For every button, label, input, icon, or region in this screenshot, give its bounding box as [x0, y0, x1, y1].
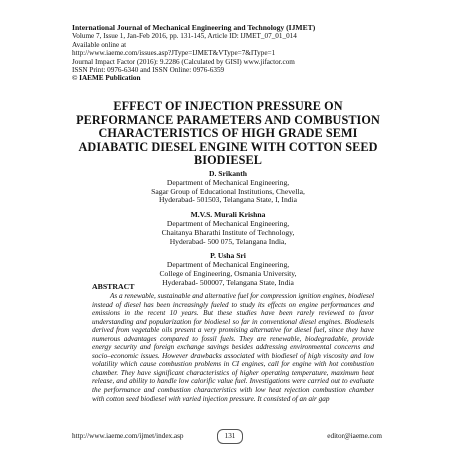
affiliation-line: Department of Mechanical Engineering, — [166, 260, 290, 270]
journal-url-link[interactable]: http://www.iaeme.com/issues.asp?JType=IJMET&VType=7&IType=1 — [72, 49, 276, 58]
available-online: Available online at — [72, 40, 127, 49]
page-number: 131 — [217, 429, 243, 444]
volume-info: Volume 7, Issue 1, Jan-Feb 2016, pp. 131-145, Article ID: IJMET_07_01_014 — [72, 32, 297, 41]
footer-email-link[interactable]: editor@iaeme.com — [327, 432, 382, 440]
affiliation-line: Department of Mechanical Engineering, — [166, 177, 290, 187]
author-block — [72, 211, 384, 246]
abstract-section — [92, 282, 374, 446]
affiliation-line: Hyderabad- 500 075, Telangana India, — [169, 236, 287, 246]
affiliation-line: Department of Mechanical Engineering, — [166, 218, 290, 228]
paper-title: EFFECT OF INJECTION PRESSURE ON PERFORMANCE PARAMETERS AND COMBUSTION CHARACTERISTICS OF HIGH GRADE SEMI ADIABATIC DIESEL ENGINE WITH COTTON SEED BIODIESEL — [76, 99, 380, 168]
author-block — [72, 170, 384, 205]
journal-name: International Journal of Mechanical Engineering and Technology (IJMET) — [72, 23, 316, 32]
abstract-heading: ABSTRACT — [92, 282, 135, 291]
affiliation-line: Sagar Group of Educational Institutions, Chevella, — [151, 186, 305, 196]
author-name: P. Usha Sri — [210, 251, 246, 261]
affiliation-line: Chaitanya Bharathi Institute of Technology, — [161, 227, 295, 237]
affiliation-line: Hyderabad- 500007, Telangana State, India — [162, 277, 294, 287]
issn-info: ISSN Print: 0976-6340 and ISSN Online: 0976-6359 — [72, 66, 225, 75]
impact-factor: Journal Impact Factor (2016): 9.2286 (Calculated by GISI) www.jifactor.com — [72, 57, 295, 66]
author-list — [72, 170, 384, 294]
affiliation-line: College of Engineering, Osmania University, — [159, 268, 297, 278]
author-name: D. Srikanth — [209, 169, 247, 178]
copyright: © IAEME Publication — [72, 74, 141, 83]
affiliation-line: Hyderabad- 501503, Telangana State, I, India — [158, 195, 298, 205]
page-footer — [72, 429, 382, 445]
author-name: M.V.S. Murali Krishna — [190, 210, 266, 220]
journal-header — [72, 24, 402, 83]
abstract-text: As a renewable, sustainable and alternative fuel for compression ignition engines, biodiesel instead of diesel has been increasingly fueled to study its effects on engine performances and emissions in the recent 10 years. But these studies have been rarely reviewed to favor understanding and popularization for biodiesel so far in conventional diesel engines. Biodiesels derived from vegetable oils present a very promising alternative for diesel fuel, since they have numerous advantages compared to fossil fuels. They are renewable, biodegradable, provide energy security and foreign exchange savings besides addressing environmental concerns and socio–economic issues. However drawbacks associated with biodiesel of high viscosity and low volatility which cause combustion problems in CI engines, call for engine with hot combustion chamber. They have significant characteristics of higher operating temperature, maximum heat release, and ability to handle low calorific value fuel. Investigations were carried out to evaluate the performance and combustion characteristics with low heat rejection combustion chamber with cotton seed biodiesel with varied injection pressure. It consisted of an air gap — [92, 292, 374, 403]
footer-url-link[interactable]: http://www.iaeme.com/ijmet/index.asp — [72, 432, 184, 440]
